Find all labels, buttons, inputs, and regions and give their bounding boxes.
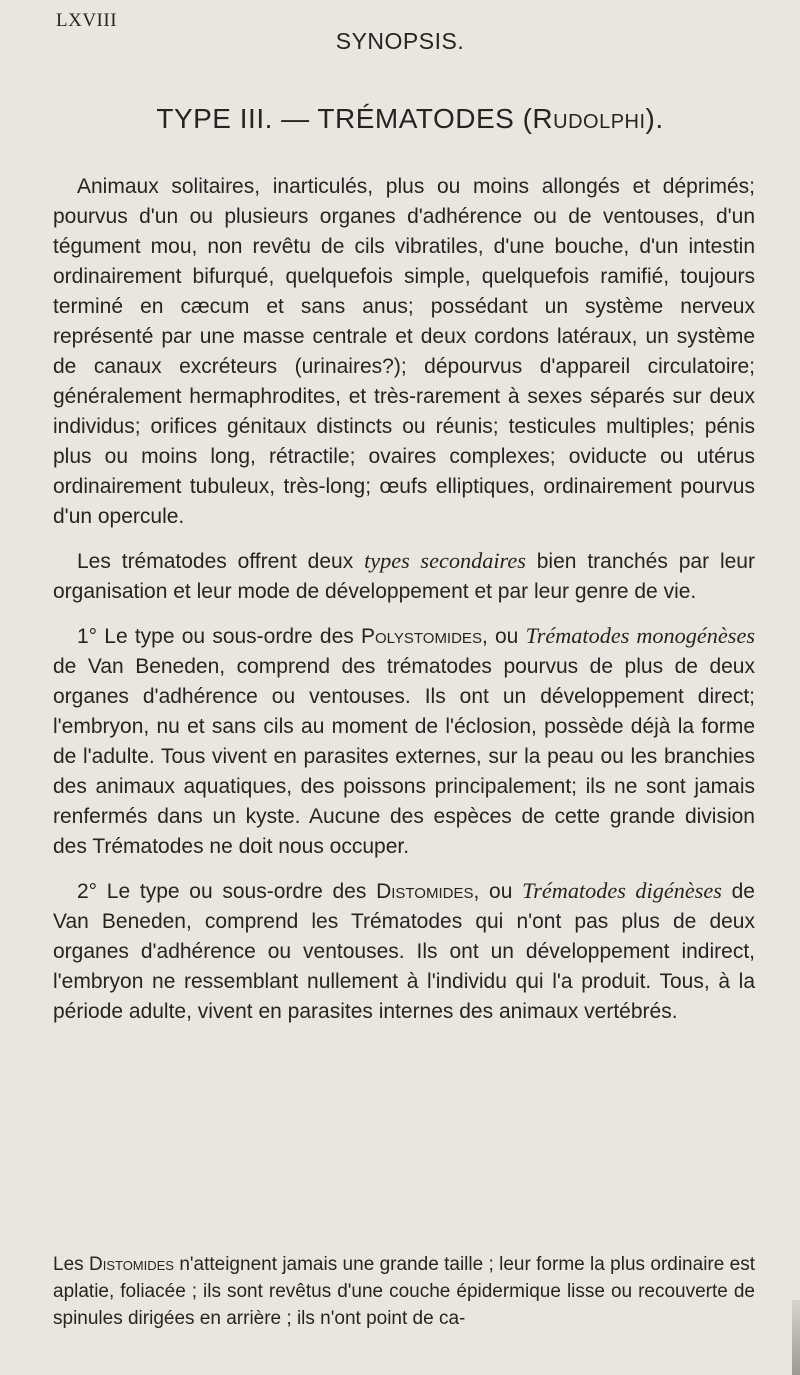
section-title-main: TYPE III. — TRÉMATODES ( bbox=[156, 103, 533, 134]
italic-term: types secondaires bbox=[364, 548, 526, 573]
paragraph-text: n'atteignent jamais une grande taille ; leur forme la plus ordinaire est aplatie, foliacée ; ils sont revêtus d'une couche épidermique lisse ou recouverte de spinules dirigées en arrière ; ils n'ont point de ca- bbox=[53, 1254, 755, 1329]
paragraph-definition: Animaux solitaires, inarticulés, plus ou moins allongés et déprimés; pourvus d'un ou plusieurs organes d'adhérence ou de ventouses, d'un tégument mou, non revêtu de cils vibratiles, d'une bouche, d'un intestin ordinairement bifurqué, quelquefois simple, quelquefois ramifié, toujours terminé en cæcum et sans anus; possédant un système nerveux représenté par une masse centrale et deux cordons latéraux, un système de canaux excréteurs (urinaires?); dépourvus d'appareil circulatoire; généralement hermaphrodites, et très-rarement à sexes séparés sur deux individus; orifices génitaux distincts ou réunis; testicules multiples; pénis plus ou moins long, rétractile; ovaires complexes; oviducte ou utérus ordinairement tubuleux, très-long; œufs elliptiques, ordinairement pourvus d'un opercule. bbox=[53, 175, 755, 528]
smallcaps-term: Distomides bbox=[376, 880, 474, 903]
paragraph-text: de Van Beneden, comprend les Trématodes qui n'ont pas plus de deux organes d'adhérence ou ventouses. Ils ont un développement indirect, l'embryon ne ressemblant nullement à l'individu qui l'a produit. Tous, à la période adulte, vivent en parasites internes des animaux vertébrés. bbox=[53, 880, 755, 1023]
smallcaps-term: Distomides bbox=[88, 1254, 174, 1275]
small-print-text bbox=[53, 1251, 755, 1332]
paragraph-text: bien tranchés par leur organisation et leur mode de développement et par leur genre de vie. bbox=[53, 550, 755, 603]
body-text bbox=[53, 172, 755, 1027]
italic-term: Trématodes digénèses bbox=[522, 878, 722, 903]
paragraph-text: , ou bbox=[473, 880, 523, 903]
section-title bbox=[40, 103, 780, 135]
paragraph-secondary-types bbox=[53, 546, 755, 607]
section-title-author: Rudolphi bbox=[532, 103, 646, 134]
paragraph-text: 2° Le type ou sous-ordre des bbox=[77, 880, 377, 903]
paragraph-distomides-detail bbox=[53, 1251, 755, 1332]
section-title-close: ). bbox=[645, 103, 664, 134]
paragraph-distomides bbox=[53, 876, 755, 1027]
page-number: LXVIII bbox=[56, 10, 118, 31]
italic-term: Trématodes monogénèses bbox=[525, 623, 755, 648]
paragraph-polystomides bbox=[53, 621, 755, 862]
smallcaps-term: Polystomides bbox=[360, 625, 482, 648]
paragraph-text: 1° Le type ou sous-ordre des bbox=[77, 625, 361, 648]
running-head: SYNOPSIS. bbox=[335, 28, 465, 54]
page-edge-shadow bbox=[792, 1300, 800, 1375]
paragraph-text: Les trématodes offrent deux bbox=[77, 550, 365, 573]
paragraph-text: de Van Beneden, comprend des trématodes pourvus de plus de deux organes d'adhérence ou ventouses. Ils ont un développement direct; l'embryon, nu et sans cils au moment de l'éclosion, possède déjà la forme de l'adulte. Tous vivent en parasites externes, sur la peau ou les branchies des animaux aquatiques, des poissons principalement; ils ne sont jamais renfermés dans un kyste. Aucune des espèces de cette grande division des Trématodes ne doit nous occuper. bbox=[53, 655, 755, 858]
paragraph-text: , ou bbox=[481, 625, 526, 648]
paragraph-text: Les bbox=[53, 1254, 89, 1275]
